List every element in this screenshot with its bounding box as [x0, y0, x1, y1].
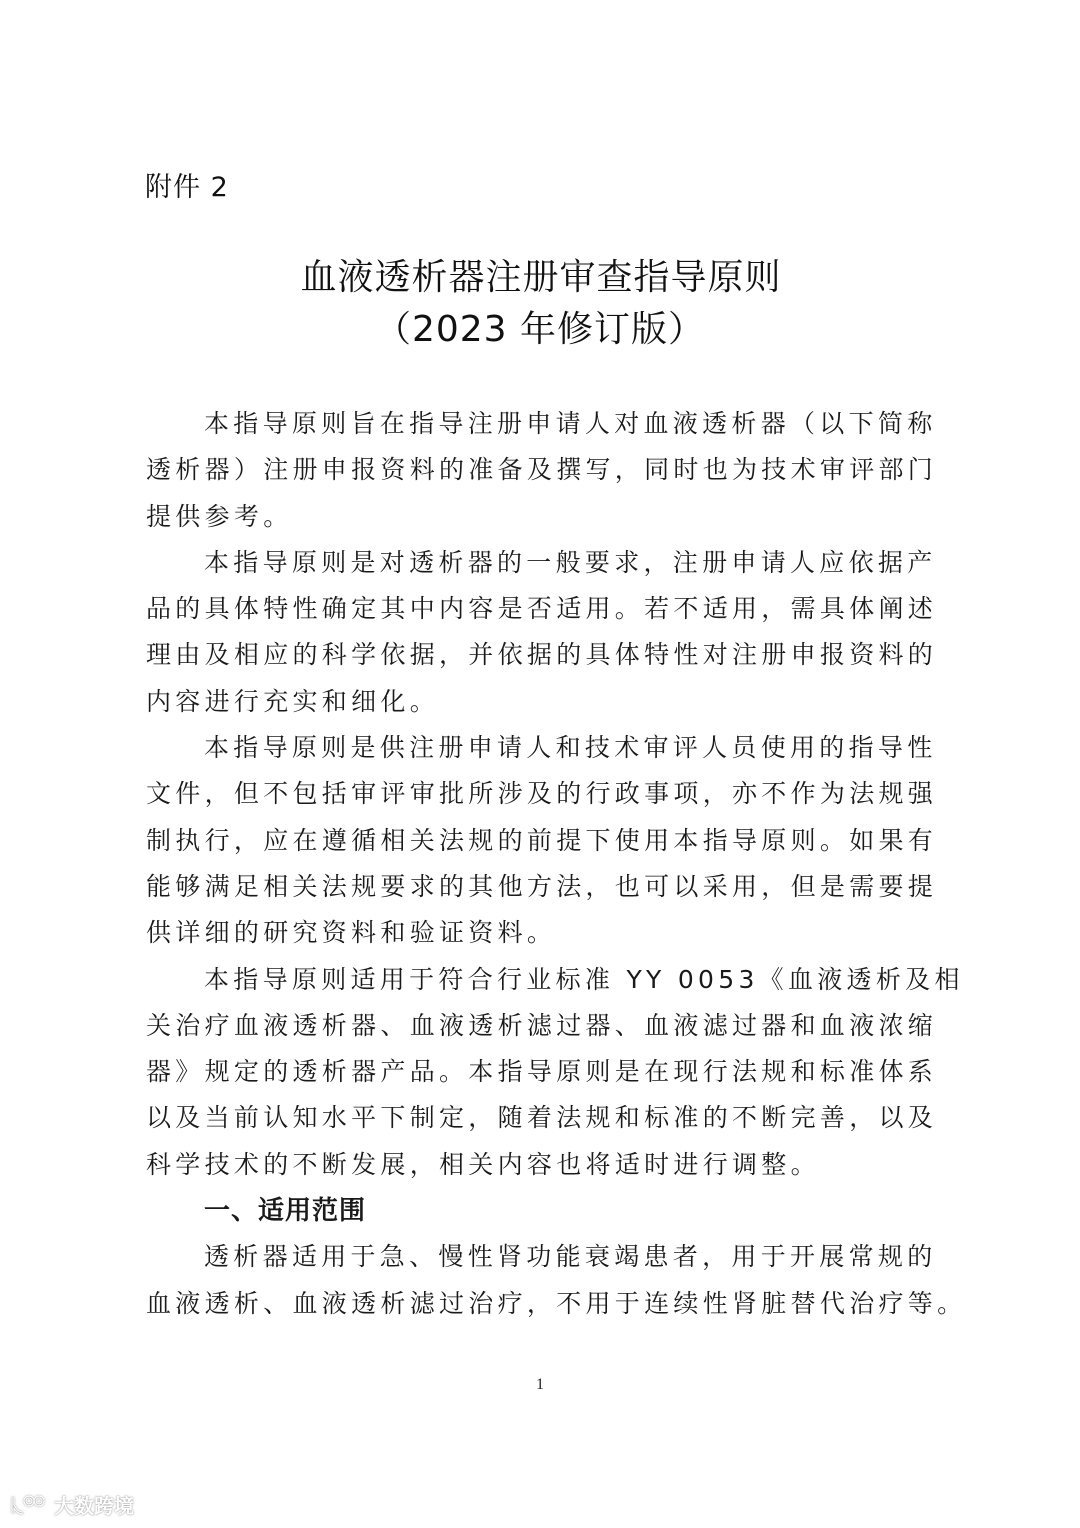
document-title: [0, 252, 1080, 356]
body-line: 本指导原则旨在指导注册申请人对血液透析器（以下简称: [204, 409, 937, 438]
body-line: 提供参考。: [146, 501, 293, 531]
document-body: [146, 401, 967, 1327]
k100-logo-icon: [8, 1493, 48, 1517]
body-line: 本指导原则是供注册申请人和技术审评人员使用的指导性: [204, 733, 937, 763]
body-line: 关治疗血液透析器、血液透析滤过器、血液滤过器和血液浓缩: [146, 1010, 938, 1040]
body-line: 品的具体特性确定其中内容是否适用。若不适用，需具体阐述: [146, 594, 938, 624]
body-line: 器》规定的透析器产品。本指导原则是在现行法规和标准体系: [146, 1057, 938, 1087]
body-line: 本指导原则适用于符合行业标准 YY 0053《血液透析及相: [204, 964, 964, 994]
body-line: 以及当前认知水平下制定，随着法规和标准的不断完善，以及: [146, 1103, 938, 1133]
title-subtitle: （2023 年修订版）: [374, 309, 706, 350]
body-line: 制执行，应在遵循相关法规的前提下使用本指导原则。如果有: [146, 825, 938, 855]
page-number: 1: [536, 1376, 544, 1393]
body-line: 能够满足相关法规要求的其他方法，也可以采用，但是需要提: [146, 871, 938, 901]
watermark: [8, 1490, 134, 1519]
body-line: 透析器适用于急、慢性肾功能衰竭患者，用于开展常规的: [204, 1242, 937, 1272]
body-line: 内容进行充实和细化。: [146, 686, 440, 716]
watermark-text: 大数跨境: [54, 1494, 134, 1518]
section-heading: 一、适用范围: [204, 1196, 367, 1227]
body-line: 血液透析、血液透析滤过治疗，不用于连续性肾脏替代治疗等。: [146, 1288, 967, 1318]
title-main: 血液透析器注册审查指导原则: [300, 257, 782, 298]
body-line: 本指导原则是对透析器的一般要求，注册申请人应依据产: [204, 547, 937, 577]
body-line: 理由及相应的科学依据，并依据的具体特性对注册申报资料的: [146, 640, 938, 670]
body-line: 科学技术的不断发展，相关内容也将适时进行调整。: [146, 1149, 820, 1179]
attachment-label: 附件 2: [145, 172, 229, 203]
body-line: 文件，但不包括审评审批所涉及的行政事项，亦不作为法规强: [146, 779, 938, 809]
body-line: 供详细的研究资料和验证资料。: [146, 918, 557, 948]
body-line: 透析器）注册申报资料的准备及撰写，同时也为技术审评部门: [146, 455, 938, 485]
